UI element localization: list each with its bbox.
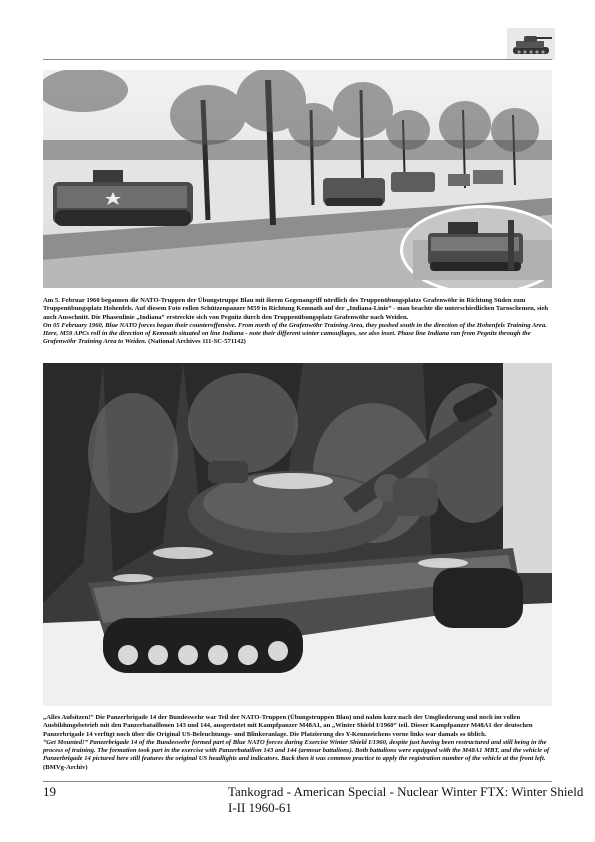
photo-m48a1-tank <box>43 363 552 706</box>
caption-top-german: Am 5. Februar 1960 begannen die NATO-Truppen der Übungstruppe Blau mit ihrem Gegenangriff nördlich des Truppenübungsplatzs Grafenwöhr in Richtung Süden zum Truppenübungsplatz Hohenfels. Auf diesem Foto rollen Schützenpanzer M59 in Richtung Kemnath auf der „Indiana-Linie“ - man beachte die unterschiedlichen Tarnschemen, sieh auch Ausschnitt. Die Phasenlinie „Indiana“ erstreckte sich von Pegnitz durch den Truppenübungsplatz Grafenwöhr nach Weiden. <box>43 297 549 321</box>
running-title: Tankograd - American Special - Nuclear Winter FTX: Winter Shield I-II 1960-61 <box>228 784 584 815</box>
caption-top <box>43 297 552 347</box>
caption-top-credit: (National Archives 111-SC-571142) <box>148 338 246 346</box>
caption-top-english <box>43 322 552 347</box>
caption-top-english-text: On 05 February 1960, Blue NATO forces began their counteroffensive. From north of the Grafenwöhr Training Area, they pushed south in the direction of the Hohenfels Training Area. Here, M59 APCs roll in the direction of Kemnath situated on line Indiana - note their different winter camouflages, see also inset. Phase line Indiana ran from Pegnitz through the Grafenwöhr Training Area to Weiden. <box>43 321 547 346</box>
tank-logo-icon <box>507 28 555 60</box>
header-rule <box>43 59 552 60</box>
caption-bottom <box>43 714 552 772</box>
caption-bottom-english-text: “Get Mounted!” Panzerbrigade 14 of the Bundeswehr formed part of Blue NATO forces during Exercise Winter Shield I/1960, despite just having been restructured and still being in the process of training. The formation took part in the exercise with Panzerbataillon 143 and 144 (armour battalions). Both battalions were equipped with the M48A1 MBT, and the vehicle of Panzerbrigade 14 pictured here still features the original US headlights and indicators. Back then it was common practice to apply the registration number of the vehicle at the front left. <box>43 738 550 763</box>
caption-bottom-english <box>43 739 552 772</box>
page-number: 19 <box>43 784 56 799</box>
footer-rule <box>43 781 552 782</box>
caption-bottom-credit: (BMVg-Archiv) <box>43 763 88 771</box>
photo-m59-apcs <box>43 70 552 288</box>
caption-bottom-german: „Alles Aufsitzen!“ Die Panzerbrigade 14 der Bundeswehr war Teil der NATO-Truppen (Übungstruppen Blau) und nahm kurz nach der Umgliederung und noch im vollen Ausbildungsbetrieb mit den Panzerbataillonen 143 und 144, ausgerüstet mit Kampfpanzer M48A1, an „Winter Shield I/1960“ teil. Dieser Kampfpanzer M48A1 der deutschen Panzerbrigade 14 verfügt noch über die Original US-Beleuchtungs- und Blinkeranlage. Die Platzierung des Y-Kennzeichens vorne links war damals so üblich. <box>43 714 533 738</box>
